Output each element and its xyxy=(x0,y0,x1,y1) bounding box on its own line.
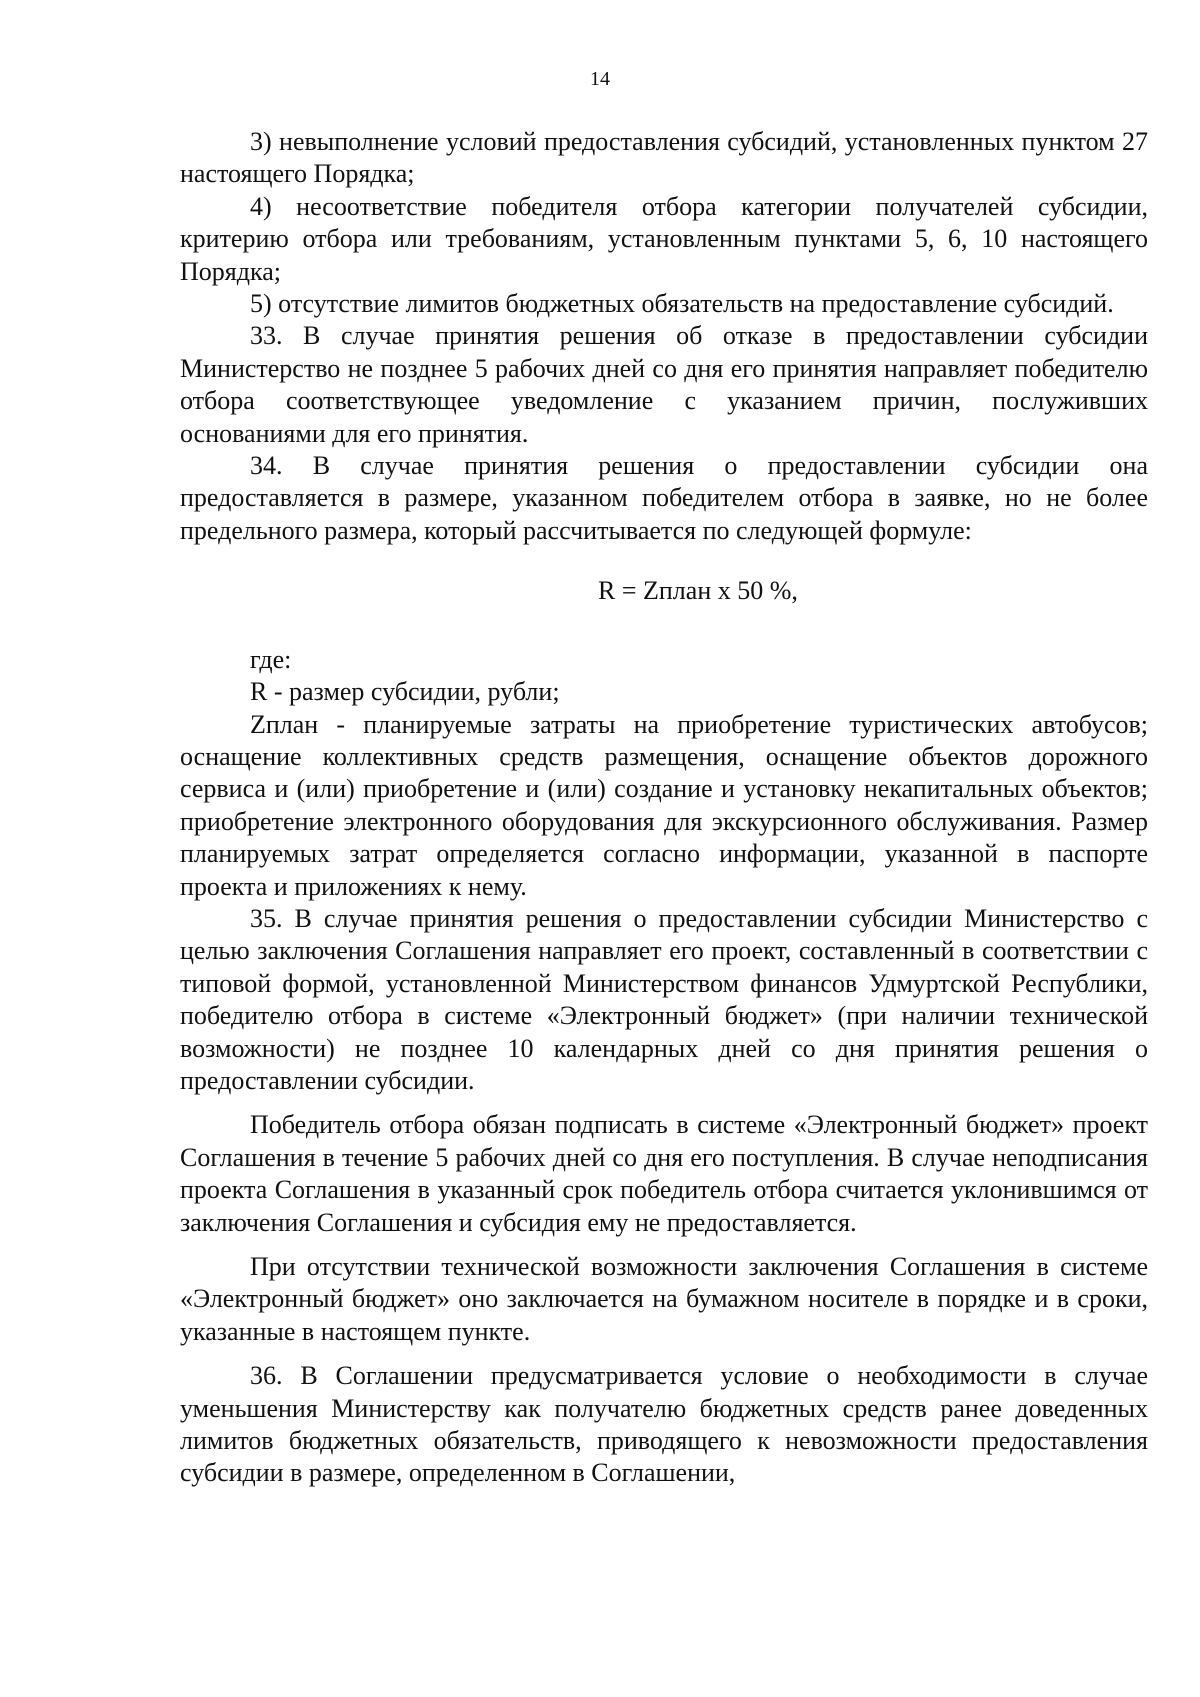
paragraph-35: 35. В случае принятия решения о предоставлении субсидии Министерство с целью заключения Соглашения направляет его проект, составленный в соответствии с типовой формой, установленной Министерством финансов Удмуртской Республики, победителю отбора в системе «Электронный бюджет» (при наличии технической возможности) не позднее 10 календарных дней со дня принятия решения о предоставлении субсидии. xyxy=(180,903,1148,1095)
definition-zplan: Zплан - планируемые затраты на приобретение туристических автобусов; оснащение коллективных средств размещения, оснащение объектов дорожного сервиса и (или) приобретение и (или) создание и установку некапитальных объектов; приобретение электронного оборудования для экскурсионного обслуживания. Размер планируемых затрат определяется согласно информации, указанной в паспорте проекта и приложениях к нему. xyxy=(180,709,1148,901)
paragraph-item-5: 5) отсутствие лимитов бюджетных обязательств на предоставление субсидий. xyxy=(250,289,1114,319)
paragraph-34: 34. В случае принятия решения о предоставлении субсидии она предоставляется в размере, указанном победителем отбора в заявке, но не более предельного размера, который рассчитывается по следующей формуле: xyxy=(180,451,1148,545)
formula: R = Zплан x 50 %, xyxy=(598,576,798,606)
paragraph-item-3: 3) невыполнение условий предоставления субсидий, установленных пунктом 27 настоящего Порядка; xyxy=(180,127,1148,189)
paragraph-35-signing: Победитель отбора обязан подписать в системе «Электронный бюджет» проект Соглашения в течение 5 рабочих дней со дня его поступления. В случае неподписания проекта Соглашения в указанный срок победитель отбора считается уклонившимся от заключения Соглашения и субсидия ему не предоставляется. xyxy=(180,1110,1148,1237)
paragraph-36: 36. В Соглашении предусматривается условие о необходимости в случае уменьшения Министерству как получателю бюджетных средств ранее доведенных лимитов бюджетных обязательств, приводящего к невозможности предоставления субсидии в размере, определенном в Соглашении, xyxy=(180,1361,1148,1488)
paragraph-33: 33. В случае принятия решения об отказе в предоставлении субсидии Министерство не позднее 5 рабочих дней со дня его принятия направляет победителю отбора соответствующее уведомление с указанием причин, послуживших основаниями для его принятия. xyxy=(180,321,1148,448)
where-label: где: xyxy=(250,644,292,674)
paragraph-35-paper: При отсутствии технической возможности заключения Соглашения в системе «Электронный бюджет» оно заключается на бумажном носителе в порядке и в сроки, указанные в настоящем пункте. xyxy=(180,1252,1148,1346)
page-number: 14 xyxy=(590,68,610,90)
paragraph-item-4: 4) несоответствие победителя отбора категории получателей субсидии, критерию отбора или требованиям, установленным пунктами 5, 6, 10 настоящего Порядка; xyxy=(180,191,1148,286)
document-body xyxy=(180,126,1148,1490)
definition-r: R - размер субсидии, рубли; xyxy=(250,677,560,707)
